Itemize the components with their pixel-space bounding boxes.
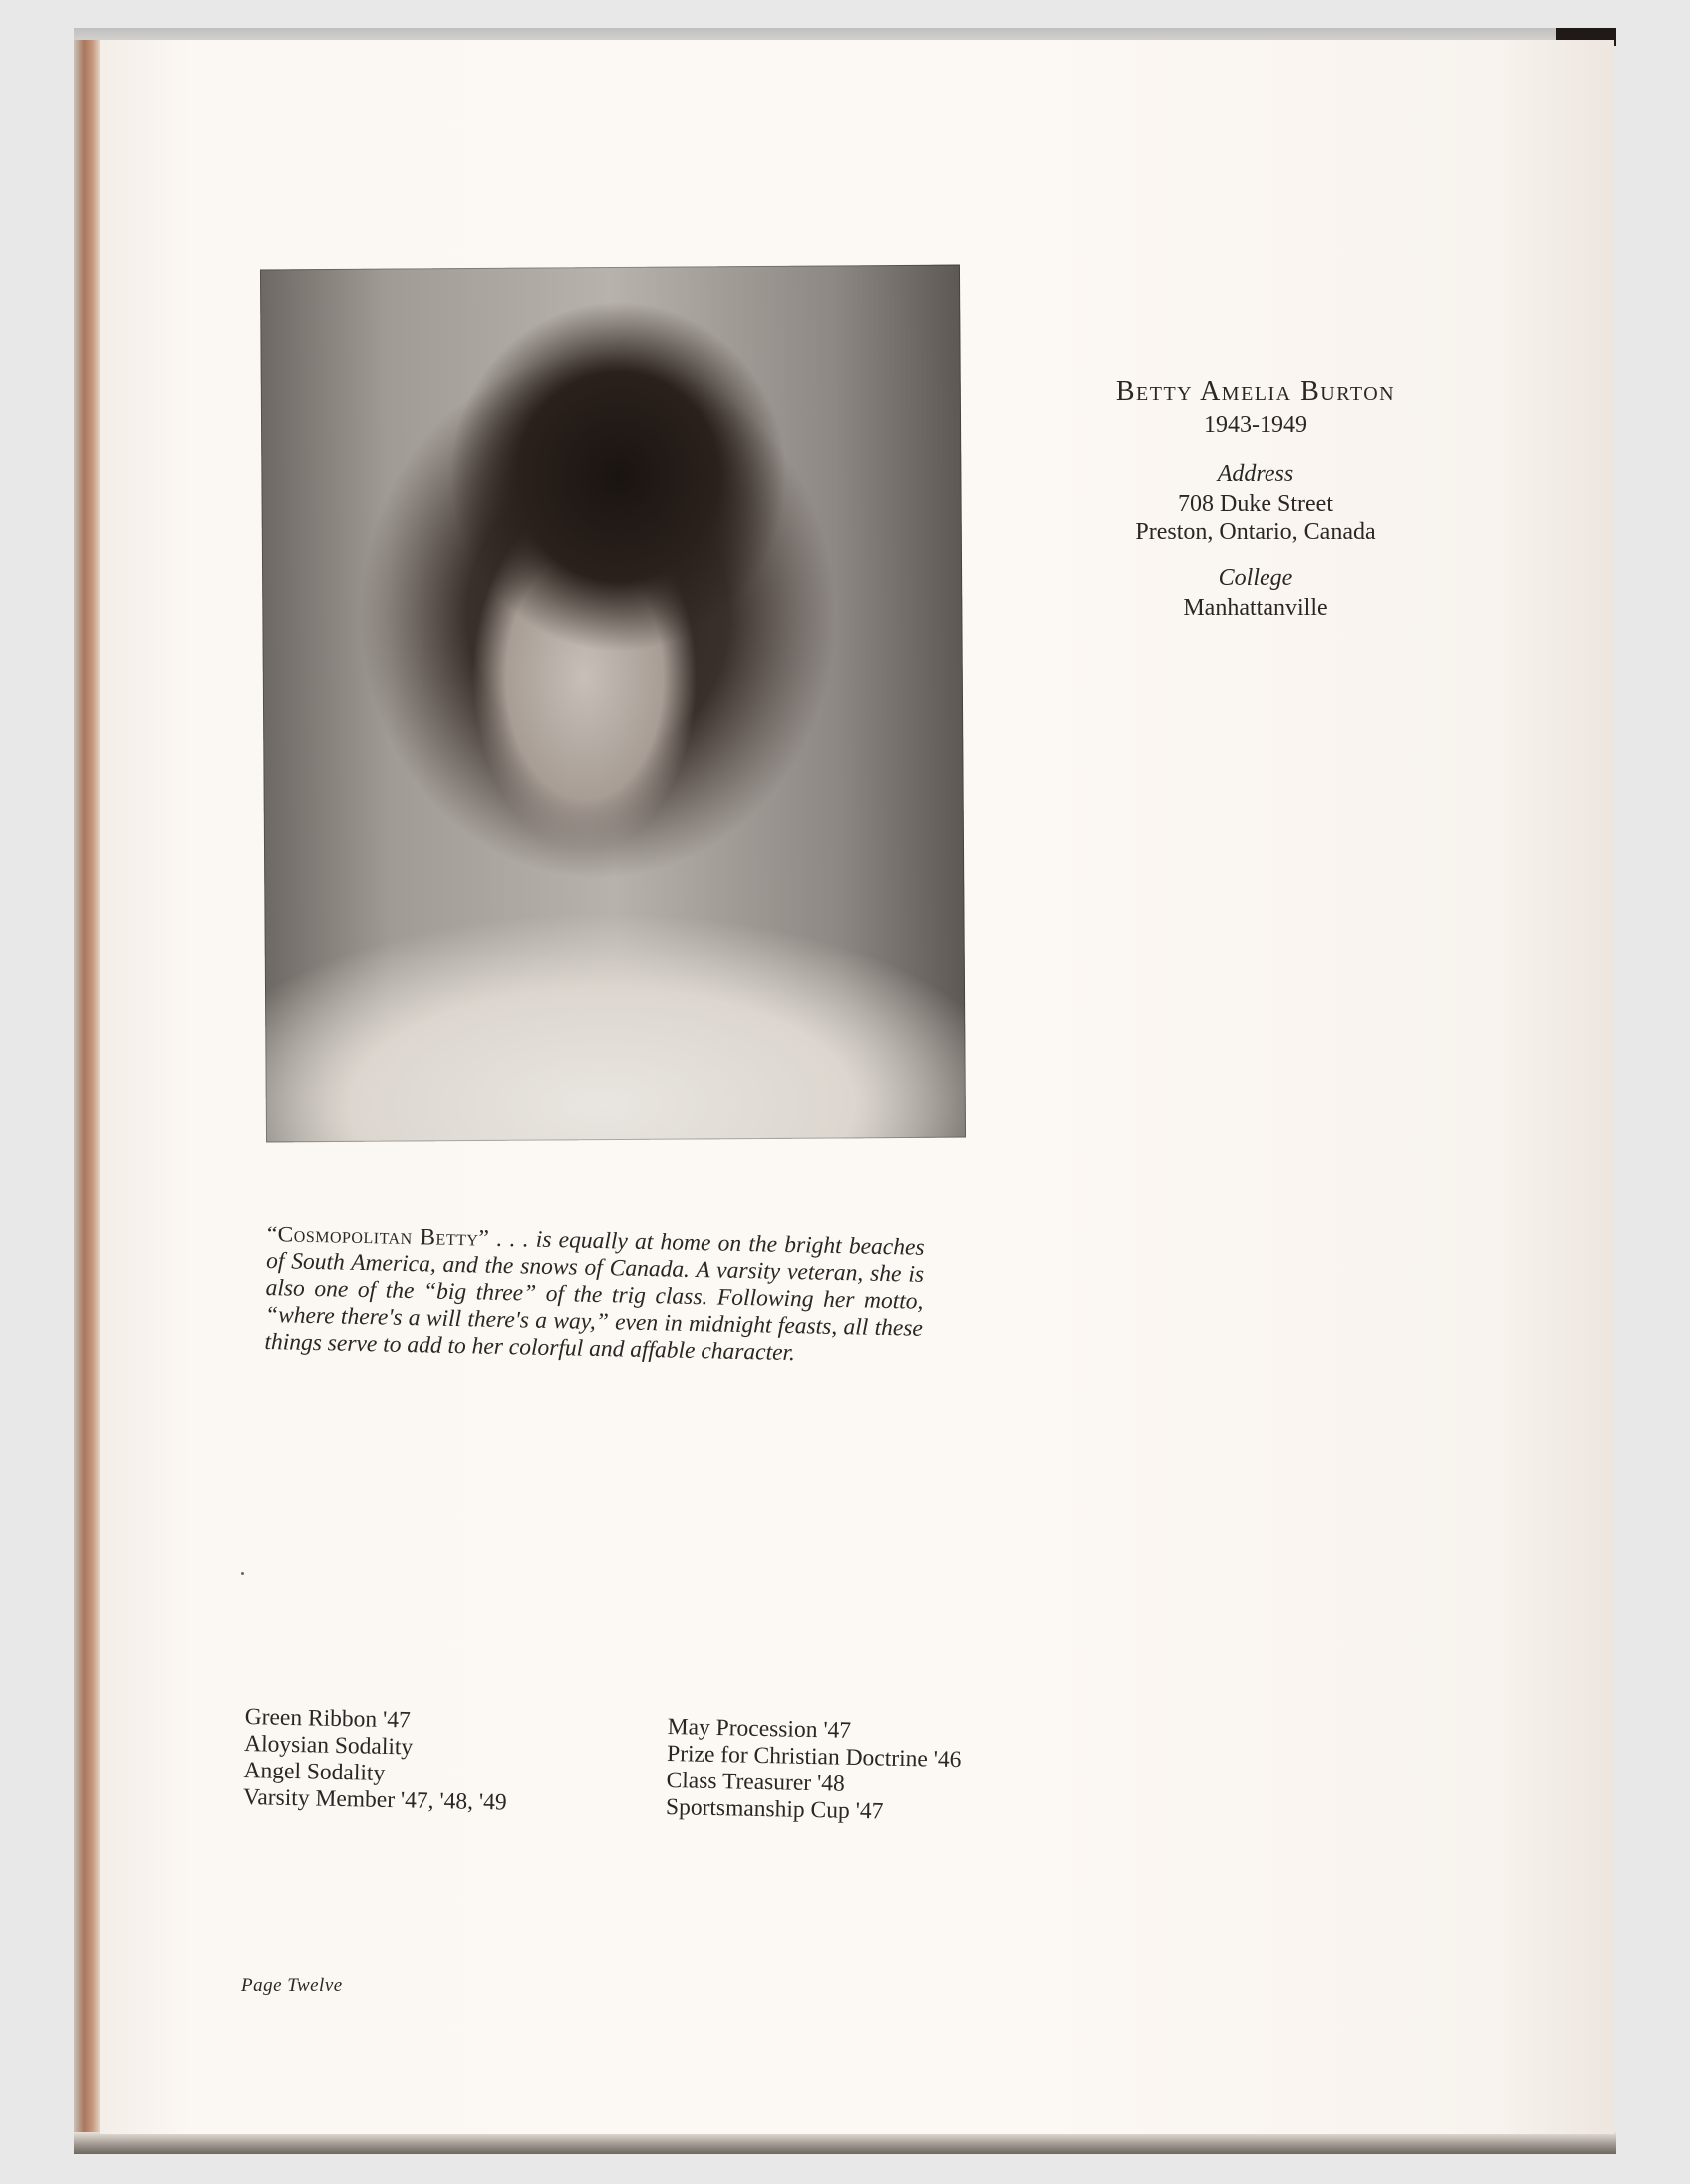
activity-item: Angel Sodality (243, 1757, 386, 1786)
student-description (264, 1222, 925, 1370)
activity-item: Varsity Member '47, '48, '49 (242, 1783, 507, 1816)
address-line-1: 708 Duke Street (1178, 491, 1333, 517)
college-label: College (1218, 565, 1293, 591)
description-text: . . . is equally at home on the bright beaches of South America, and the snows of Canada. A varsity veteran, she is also one of the “big three” of the trig class. Following her motto, “where there's a will there's a way,” even in midnight feasts, all these things serve to add to her colorful and affable character. (264, 1226, 925, 1367)
page-number: Page Twelve (241, 1975, 343, 1996)
activity-item: Prize for Christian Doctrine '46 (666, 1740, 962, 1774)
activity-item: May Procession '47 (667, 1714, 852, 1744)
address-line-2: Preston, Ontario, Canada (1135, 519, 1376, 545)
attendance-years: 1943-1949 (1204, 412, 1307, 438)
activity-item: Class Treasurer '48 (666, 1767, 846, 1797)
activity-item: Sportsmanship Cup '47 (665, 1793, 884, 1825)
activity-item: Green Ribbon '47 (244, 1704, 412, 1734)
student-name: Betty Amelia Burton (1115, 376, 1396, 407)
speck (241, 1572, 244, 1575)
address-label: Address (1217, 461, 1294, 487)
college-name: Manhattanville (1183, 595, 1328, 621)
student-info-block (1036, 375, 1475, 622)
student-nickname: “Cosmopolitan Betty” (266, 1222, 490, 1252)
activities-list-right (666, 1714, 963, 1827)
activities-list-left (243, 1704, 509, 1817)
student-portrait-photo (260, 265, 966, 1143)
book-bottom-edge (74, 2132, 1616, 2154)
activity-item: Aloysian Sodality (243, 1730, 414, 1761)
